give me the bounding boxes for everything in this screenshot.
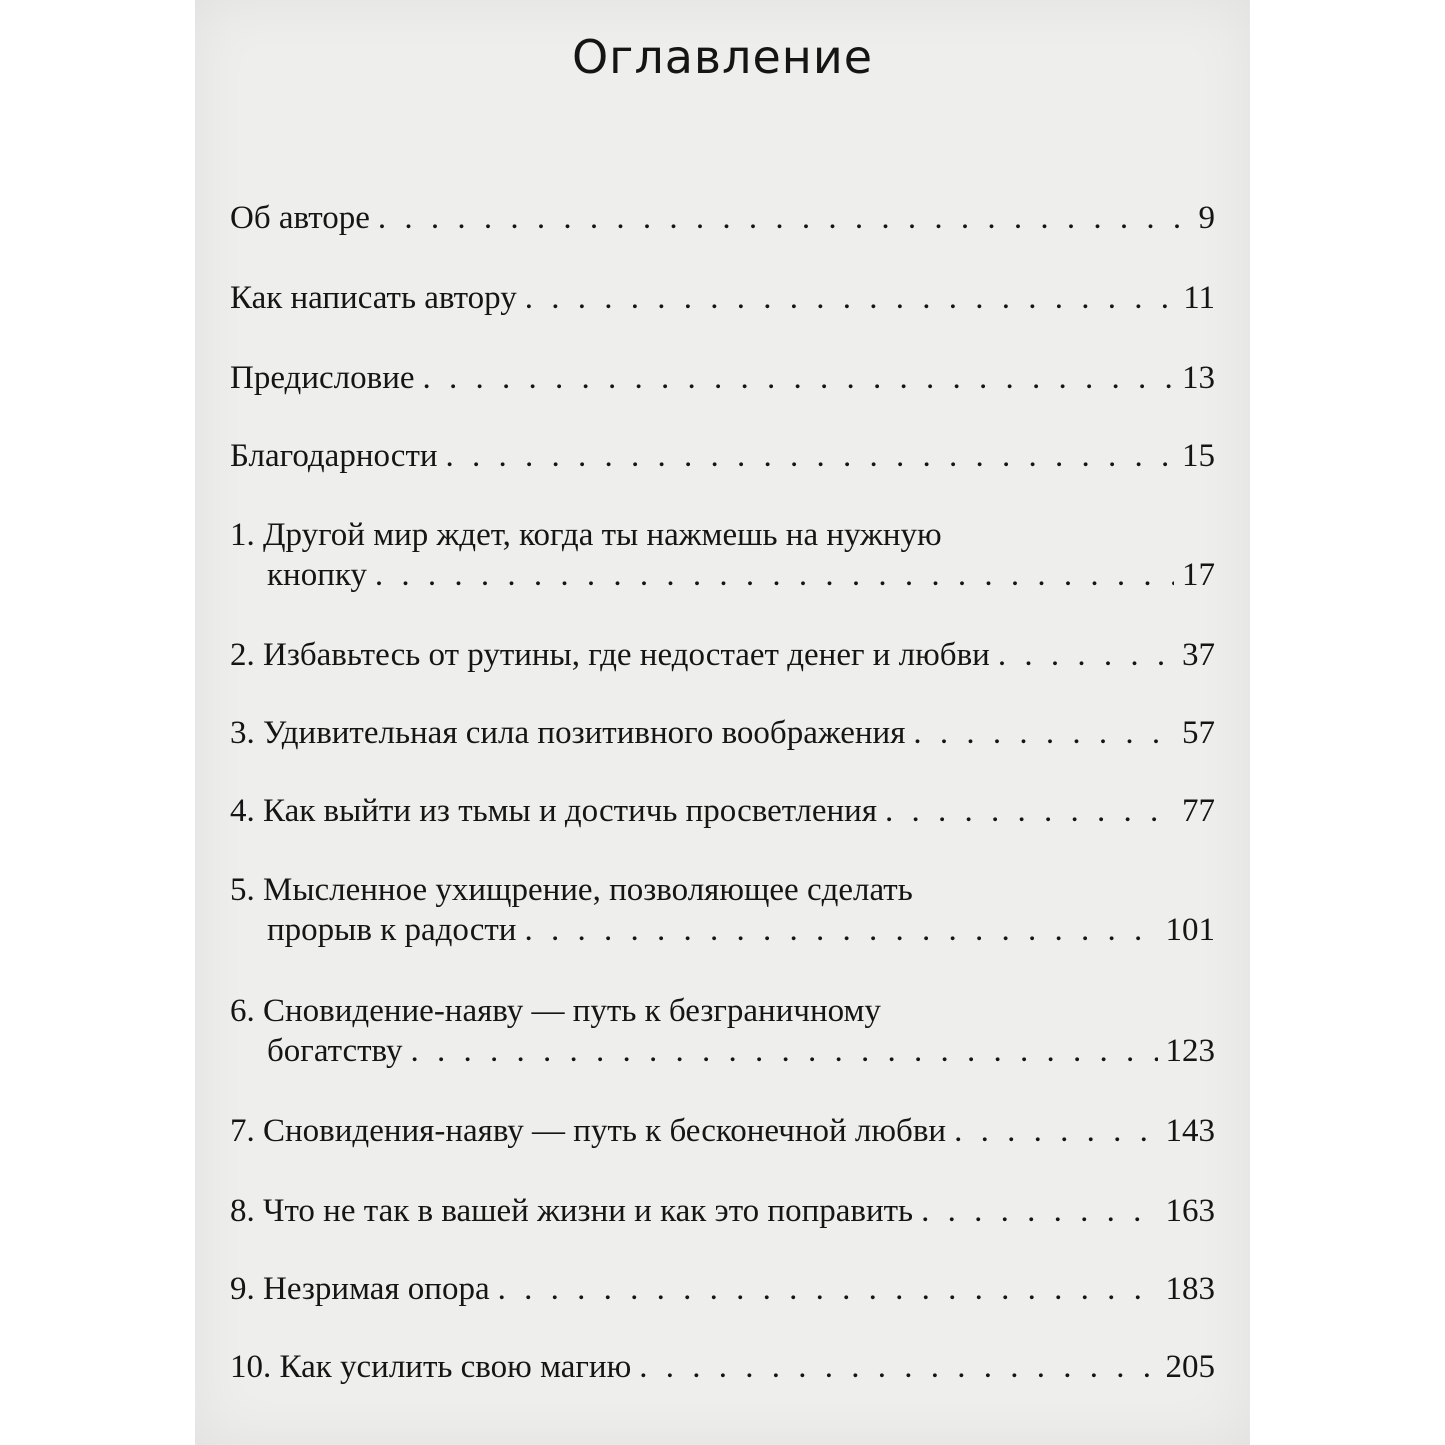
toc-entry-title: 6. Сновидение-наяву — путь к безграничному [230, 993, 881, 1029]
toc-page-number: 183 [1165, 1271, 1215, 1307]
toc-entry [230, 438, 1215, 478]
dot-leader [410, 1033, 1157, 1070]
toc-page-number: 143 [1165, 1113, 1215, 1149]
toc-entry-title: 10. Как усилить свою магию [230, 1349, 632, 1385]
dot-leader [375, 557, 1174, 594]
toc-entry-title: 4. Как выйти из тьмы и достичь просветления [230, 793, 877, 829]
dot-leader [639, 1349, 1157, 1386]
dot-leader [921, 1193, 1157, 1230]
toc-entry-title: Благодарности [230, 438, 438, 474]
toc-page-number: 37 [1182, 637, 1215, 673]
toc-entry [230, 637, 1215, 677]
dot-leader [954, 1113, 1157, 1150]
toc-entry [230, 872, 1215, 912]
toc-entry-title: 2. Избавьтесь от рутины, где недостает денег и любви [230, 637, 990, 673]
toc-entry-title: Как написать автору [230, 280, 517, 316]
toc-entry-title: 9. Незримая опора [230, 1271, 490, 1307]
dot-leader [446, 438, 1174, 475]
page-title: Оглавление [571, 30, 874, 84]
dot-leader [378, 200, 1191, 237]
toc-entry-title: Предисловие [230, 360, 415, 396]
toc-entry-title-continued: кнопку [267, 557, 367, 593]
toc-entry-title-continued: богатству [267, 1033, 403, 1069]
toc-page-number: 77 [1182, 793, 1215, 829]
toc-entry [230, 993, 1215, 1033]
dot-leader [423, 360, 1175, 397]
toc-entry-title: 1. Другой мир ждет, когда ты нажмешь на нужную [230, 517, 942, 553]
toc-entry [230, 793, 1215, 833]
toc-page-number: 123 [1165, 1033, 1215, 1069]
toc-entry-continuation [230, 1033, 1215, 1073]
toc-entry-title-continued: прорыв к радости [267, 912, 517, 948]
dot-leader [498, 1271, 1158, 1308]
toc-entry [230, 1271, 1215, 1311]
toc-entry-title: 7. Сновидения-наяву — путь к бесконечной любви [230, 1113, 947, 1149]
toc-page-number: 101 [1165, 912, 1215, 948]
toc-entry [230, 1193, 1215, 1233]
toc-entry [230, 1349, 1215, 1389]
toc-entry [230, 280, 1215, 320]
dot-leader [998, 637, 1174, 674]
toc-page-number: 9 [1198, 200, 1215, 236]
toc-entry-title: 5. Мысленное ухищрение, позволяющее сделать [230, 872, 913, 908]
toc-entry-title: Об авторе [230, 200, 370, 236]
toc-entry [230, 517, 1215, 557]
toc-page-number: 13 [1182, 360, 1215, 396]
toc-page-number: 11 [1183, 280, 1215, 316]
toc-entry-title: 3. Удивительная сила позитивного воображения [230, 715, 906, 751]
toc-page-number: 57 [1182, 715, 1215, 751]
dot-leader [524, 912, 1157, 949]
dot-leader [885, 793, 1174, 830]
toc-entry [230, 360, 1215, 400]
toc-entry-continuation [230, 557, 1215, 597]
toc-page-number: 17 [1182, 557, 1215, 593]
toc-page-number: 205 [1165, 1349, 1215, 1385]
toc-entry [230, 200, 1215, 240]
toc-entry [230, 715, 1215, 755]
toc-entry-title: 8. Что не так в вашей жизни и как это поправить [230, 1193, 914, 1229]
toc-page-number: 15 [1182, 438, 1215, 474]
toc-entry [230, 1113, 1215, 1153]
dot-leader [525, 280, 1175, 317]
toc-page-number: 163 [1165, 1193, 1215, 1229]
dot-leader [913, 715, 1174, 752]
toc-entry-continuation [230, 912, 1215, 952]
